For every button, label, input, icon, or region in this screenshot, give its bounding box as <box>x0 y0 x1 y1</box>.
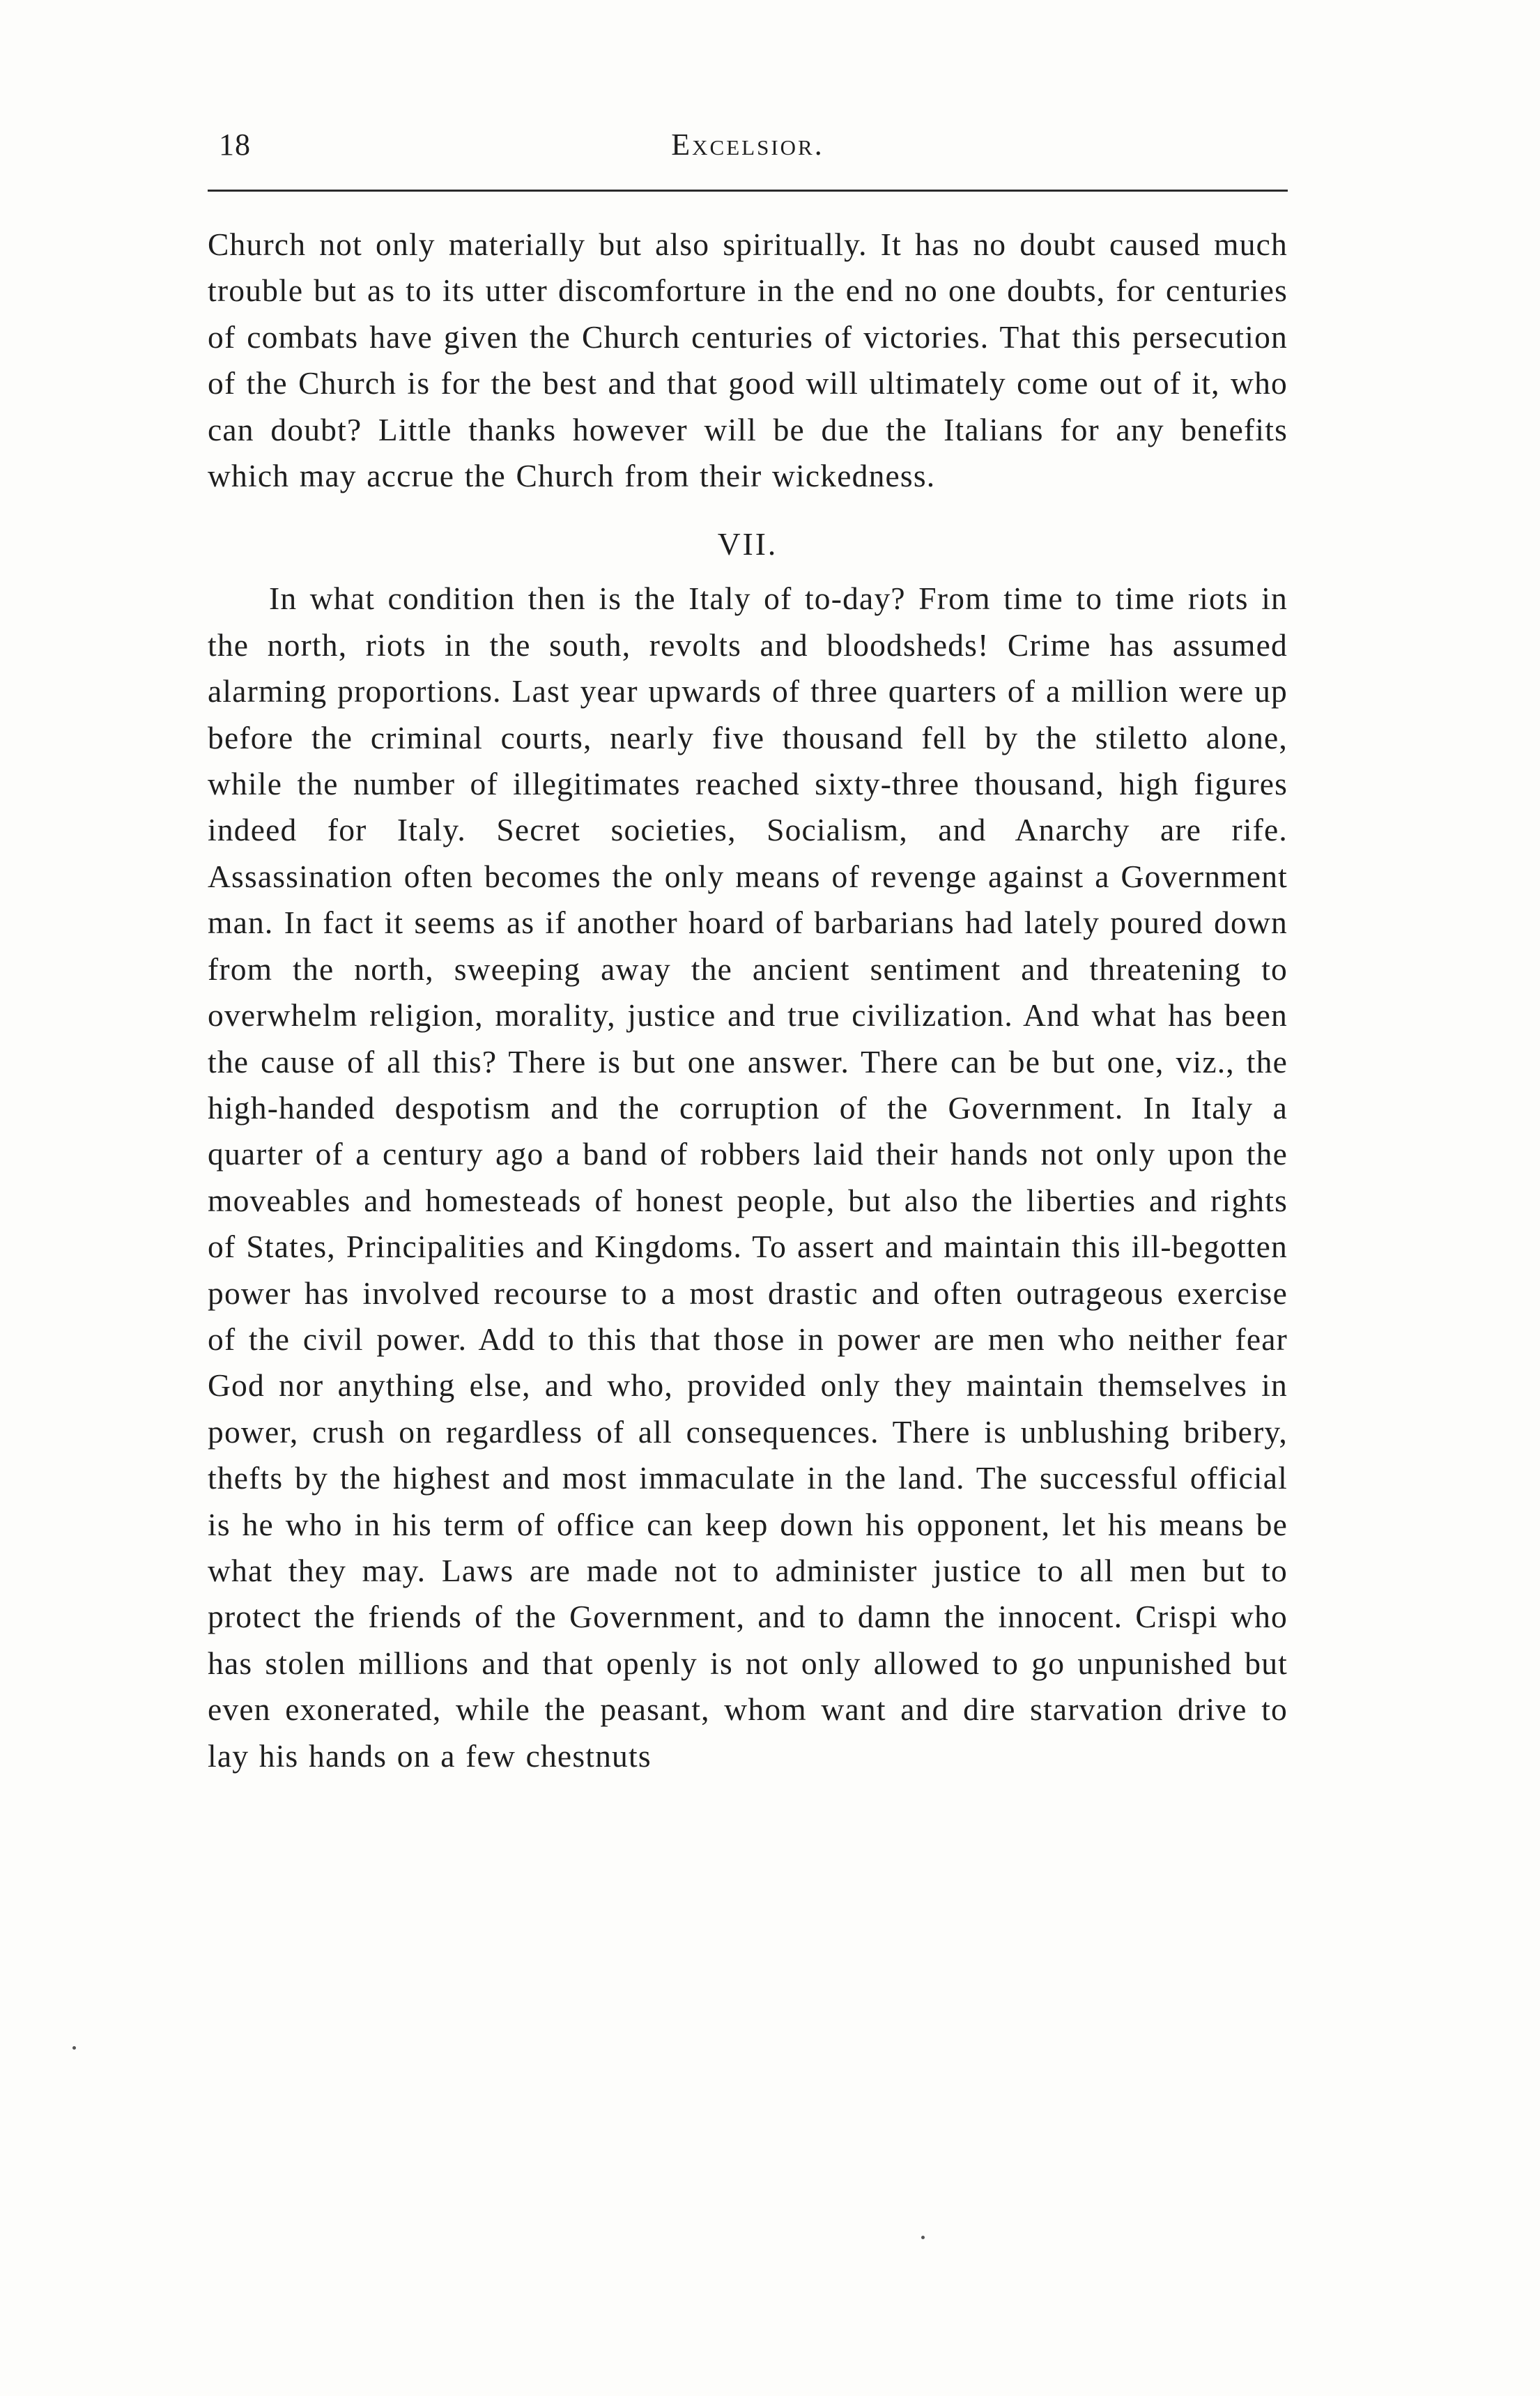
print-speck <box>921 2236 925 2239</box>
section-heading: VII. <box>717 526 778 562</box>
body-text <box>208 222 1288 1779</box>
paragraph-section-vii: In what condition then is the Italy of to-day? From time to time riots in the north, riots in the south, revolts and bloodsheds! Crime has assumed alarming proportions. Last year upwards of three quarters of a million were up before the criminal courts, nearly five thousand fell by the stiletto alone, while the number of illegitimates reached sixty-three thousand, high figures indeed for Italy. Secret societies, Socialism, and Anarchy are rife. Assassination often becomes the only means of revenge against a Government man. In fact it seems as if another hoard of barbarians had lately poured down from the north, sweeping away the ancient sentiment and threatening to overwhelm religion, morality, justice and true civilization. And what has been the cause of all this? There is but one answer. There can be but one, viz., the high-handed despotism and the corruption of the Government. In Italy a quarter of a century ago a band of robbers laid their hands not only upon the moveables and homesteads of honest people, but also the liberties and rights of States, Principalities and Kingdoms. To assert and maintain this ill-begotten power has involved recourse to a most drastic and often outrageous exercise of the civil power. Add to this that those in power are men who neither fear God nor anything else, and who, provided only they maintain themselves in power, crush on regardless of all consequences. There is unblushing bribery, thefts by the highest and most immaculate in the land. The successful official is he who in his term of office can keep down his opponent, let his means be what they may. Laws are made not to administer justice to all men but to protect the friends of the Government, and to damn the innocent. Crispi who has stolen millions and that openly is not only allowed to go unpunished but even exonerated, while the peasant, whom want and dire starvation drive to lay his hands on a few chestnuts <box>208 581 1288 1774</box>
page-number: 18 <box>219 128 251 162</box>
page-header <box>208 124 1288 173</box>
paragraph-continuation: Church not only materially but also spiritually. It has no doubt caused much trouble but as to its utter discomforture in the end no one doubts, for centuries of combats have given the Church centuries of victories. That this persecution of the Church is for the best and that good will ultimately come out of it, who can doubt? Little thanks however will be due the Italians for any benefits which may accrue the Church from their wickedness. <box>208 226 1288 494</box>
print-speck <box>72 2046 76 2050</box>
header-rule <box>208 190 1288 192</box>
running-title: Excelsior. <box>671 128 824 162</box>
